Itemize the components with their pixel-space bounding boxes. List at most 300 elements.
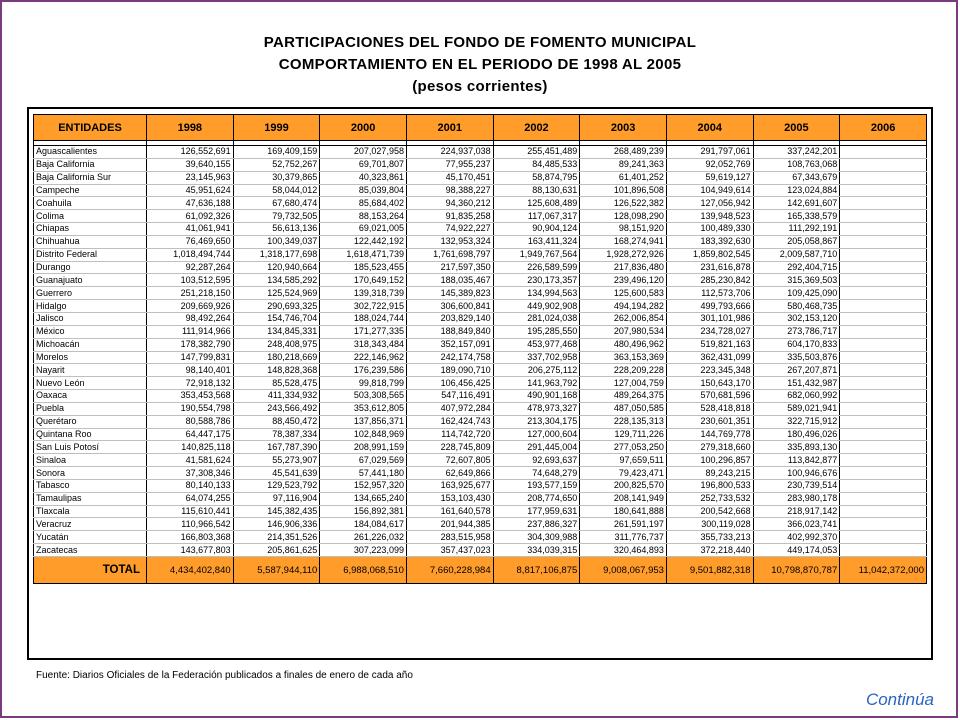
- value-cell: 283,515,958: [406, 531, 493, 544]
- table-row: [34, 377, 927, 390]
- value-cell: 224,937,038: [406, 146, 493, 159]
- value-cell: 147,799,831: [147, 351, 234, 364]
- table-row: [34, 364, 927, 377]
- value-cell: 200,825,570: [580, 479, 667, 492]
- value-cell: 311,776,737: [580, 531, 667, 544]
- entity-name-cell: Distrito Federal: [34, 248, 147, 261]
- value-cell: 208,991,159: [320, 441, 407, 454]
- value-cell: 291,445,004: [493, 441, 580, 454]
- value-cell: 217,597,350: [406, 261, 493, 274]
- value-cell: 480,496,962: [580, 338, 667, 351]
- value-cell: 169,409,159: [233, 146, 320, 159]
- value-cell: 80,588,786: [147, 415, 234, 428]
- value-cell: 145,382,435: [233, 505, 320, 518]
- value-cell: 1,928,272,926: [580, 248, 667, 261]
- value-cell: 252,733,532: [666, 492, 753, 505]
- value-cell: 218,917,142: [753, 505, 840, 518]
- table-row: [34, 492, 927, 505]
- value-cell: 217,836,480: [580, 261, 667, 274]
- value-cell: [840, 428, 927, 441]
- value-cell: 2,009,587,710: [753, 248, 840, 261]
- value-cell: 161,640,578: [406, 505, 493, 518]
- table-row: [34, 415, 927, 428]
- value-cell: 84,485,533: [493, 158, 580, 171]
- value-cell: 134,585,292: [233, 274, 320, 287]
- value-cell: 261,591,197: [580, 518, 667, 531]
- value-cell: 604,170,833: [753, 338, 840, 351]
- value-cell: 76,469,650: [147, 235, 234, 248]
- value-cell: 208,141,949: [580, 492, 667, 505]
- table-row: [34, 312, 927, 325]
- value-cell: 228,135,313: [580, 415, 667, 428]
- value-cell: 277,053,250: [580, 441, 667, 454]
- value-cell: [840, 312, 927, 325]
- value-cell: 146,906,336: [233, 518, 320, 531]
- table-row: [34, 325, 927, 338]
- entity-name-cell: Nuevo León: [34, 377, 147, 390]
- page-title: [0, 32, 960, 98]
- value-cell: 72,607,805: [406, 454, 493, 467]
- value-cell: [840, 402, 927, 415]
- value-cell: 41,061,941: [147, 223, 234, 236]
- value-cell: 167,787,390: [233, 441, 320, 454]
- value-cell: 122,442,192: [320, 235, 407, 248]
- value-cell: 231,616,878: [666, 261, 753, 274]
- value-cell: 372,218,440: [666, 544, 753, 557]
- table-row: [34, 184, 927, 197]
- source-note: Fuente: Diarios Oficiales de la Federación publicados a finales de enero de cada año: [36, 670, 413, 681]
- value-cell: 239,496,120: [580, 274, 667, 287]
- column-header-2001: 2001: [406, 115, 493, 141]
- entity-name-cell: Morelos: [34, 351, 147, 364]
- value-cell: 190,554,798: [147, 402, 234, 415]
- value-cell: 56,613,136: [233, 223, 320, 236]
- table-row: [34, 261, 927, 274]
- column-header-entidades: ENTIDADES: [34, 115, 147, 141]
- value-cell: 189,090,710: [406, 364, 493, 377]
- value-cell: 166,803,368: [147, 531, 234, 544]
- value-cell: 411,334,932: [233, 390, 320, 403]
- value-cell: 40,323,861: [320, 171, 407, 184]
- value-cell: 547,116,491: [406, 390, 493, 403]
- value-cell: 141,963,792: [493, 377, 580, 390]
- value-cell: 334,039,315: [493, 544, 580, 557]
- value-cell: 125,524,969: [233, 287, 320, 300]
- table-row: [34, 274, 927, 287]
- value-cell: 137,856,371: [320, 415, 407, 428]
- table-row: [34, 454, 927, 467]
- value-cell: 207,027,958: [320, 146, 407, 159]
- value-cell: [840, 146, 927, 159]
- value-cell: 228,209,228: [580, 364, 667, 377]
- value-cell: 47,636,188: [147, 197, 234, 210]
- value-cell: 188,024,744: [320, 312, 407, 325]
- value-cell: 682,060,992: [753, 390, 840, 403]
- value-cell: 125,600,583: [580, 287, 667, 300]
- value-cell: [840, 364, 927, 377]
- column-header-2000: 2000: [320, 115, 407, 141]
- table-row: [34, 171, 927, 184]
- table-row: [34, 300, 927, 313]
- value-cell: [840, 197, 927, 210]
- value-cell: 589,021,941: [753, 402, 840, 415]
- value-cell: 90,904,124: [493, 223, 580, 236]
- value-cell: 154,746,704: [233, 312, 320, 325]
- value-cell: 98,140,401: [147, 364, 234, 377]
- value-cell: 61,401,252: [580, 171, 667, 184]
- value-cell: 302,153,120: [753, 312, 840, 325]
- value-cell: 163,411,324: [493, 235, 580, 248]
- table-row: [34, 441, 927, 454]
- value-cell: [840, 261, 927, 274]
- value-cell: 67,680,474: [233, 197, 320, 210]
- value-cell: 39,640,155: [147, 158, 234, 171]
- value-cell: 57,441,180: [320, 467, 407, 480]
- total-value-cell: 10,798,870,787: [753, 557, 840, 584]
- value-cell: 234,728,027: [666, 325, 753, 338]
- table-row: [34, 518, 927, 531]
- value-cell: 200,542,668: [666, 505, 753, 518]
- value-cell: 100,489,330: [666, 223, 753, 236]
- value-cell: 490,901,168: [493, 390, 580, 403]
- value-cell: 89,243,215: [666, 467, 753, 480]
- value-cell: 104,949,614: [666, 184, 753, 197]
- entity-name-cell: Veracruz: [34, 518, 147, 531]
- value-cell: [840, 223, 927, 236]
- value-cell: [840, 248, 927, 261]
- value-cell: 322,715,912: [753, 415, 840, 428]
- value-cell: 67,029,569: [320, 454, 407, 467]
- value-cell: 291,797,061: [666, 146, 753, 159]
- total-label: TOTAL: [34, 557, 147, 584]
- value-cell: 134,665,240: [320, 492, 407, 505]
- entity-name-cell: Michoacán: [34, 338, 147, 351]
- value-cell: 125,608,489: [493, 197, 580, 210]
- value-cell: 261,226,032: [320, 531, 407, 544]
- value-cell: 111,914,966: [147, 325, 234, 338]
- value-cell: 180,496,026: [753, 428, 840, 441]
- column-header-1999: 1999: [233, 115, 320, 141]
- value-cell: [840, 544, 927, 557]
- value-cell: 112,573,706: [666, 287, 753, 300]
- value-cell: 195,285,550: [493, 325, 580, 338]
- value-cell: 301,101,986: [666, 312, 753, 325]
- value-cell: 170,649,152: [320, 274, 407, 287]
- value-cell: 61,092,326: [147, 210, 234, 223]
- value-cell: 528,418,818: [666, 402, 753, 415]
- value-cell: 222,146,962: [320, 351, 407, 364]
- value-cell: 243,566,492: [233, 402, 320, 415]
- column-header-2005: 2005: [753, 115, 840, 141]
- value-cell: 163,925,677: [406, 479, 493, 492]
- value-cell: 300,119,028: [666, 518, 753, 531]
- value-cell: 139,318,739: [320, 287, 407, 300]
- table-container: [27, 107, 933, 660]
- entity-name-cell: Campeche: [34, 184, 147, 197]
- table-row: [34, 351, 927, 364]
- value-cell: 143,677,803: [147, 544, 234, 557]
- entity-name-cell: Guanajuato: [34, 274, 147, 287]
- value-cell: [840, 287, 927, 300]
- value-cell: 94,360,212: [406, 197, 493, 210]
- value-cell: 111,292,191: [753, 223, 840, 236]
- value-cell: 268,489,239: [580, 146, 667, 159]
- value-cell: 156,892,381: [320, 505, 407, 518]
- table-row: [34, 505, 927, 518]
- value-cell: 180,218,669: [233, 351, 320, 364]
- value-cell: 91,835,258: [406, 210, 493, 223]
- value-cell: 127,000,604: [493, 428, 580, 441]
- table-row: [34, 531, 927, 544]
- column-header-2003: 2003: [580, 115, 667, 141]
- table-row: [34, 467, 927, 480]
- value-cell: 228,745,809: [406, 441, 493, 454]
- value-cell: 519,821,163: [666, 338, 753, 351]
- value-cell: 67,343,679: [753, 171, 840, 184]
- value-cell: 226,589,599: [493, 261, 580, 274]
- value-cell: 129,523,792: [233, 479, 320, 492]
- value-cell: 109,425,090: [753, 287, 840, 300]
- value-cell: 302,722,915: [320, 300, 407, 313]
- value-cell: 41,581,624: [147, 454, 234, 467]
- value-cell: 123,024,884: [753, 184, 840, 197]
- table-row: [34, 146, 927, 159]
- value-cell: 97,116,904: [233, 492, 320, 505]
- value-cell: 449,174,053: [753, 544, 840, 557]
- value-cell: 45,951,624: [147, 184, 234, 197]
- value-cell: 100,946,676: [753, 467, 840, 480]
- value-cell: 74,922,227: [406, 223, 493, 236]
- value-cell: 108,763,068: [753, 158, 840, 171]
- value-cell: [840, 531, 927, 544]
- value-cell: 230,739,514: [753, 479, 840, 492]
- value-cell: [840, 210, 927, 223]
- value-cell: 213,304,175: [493, 415, 580, 428]
- entity-name-cell: Oaxaca: [34, 390, 147, 403]
- value-cell: 223,345,348: [666, 364, 753, 377]
- value-cell: 100,349,037: [233, 235, 320, 248]
- value-cell: 230,601,351: [666, 415, 753, 428]
- value-cell: 366,023,741: [753, 518, 840, 531]
- value-cell: 88,450,472: [233, 415, 320, 428]
- continua-link[interactable]: Continúa: [865, 690, 934, 709]
- column-header-1998: 1998: [147, 115, 234, 141]
- value-cell: 279,318,660: [666, 441, 753, 454]
- value-cell: 64,447,175: [147, 428, 234, 441]
- value-cell: 503,308,565: [320, 390, 407, 403]
- total-value-cell: 4,434,402,840: [147, 557, 234, 584]
- value-cell: 134,994,563: [493, 287, 580, 300]
- entity-name-cell: Aguascalientes: [34, 146, 147, 159]
- value-cell: 99,818,799: [320, 377, 407, 390]
- value-cell: 126,522,382: [580, 197, 667, 210]
- value-cell: 570,681,596: [666, 390, 753, 403]
- value-cell: 127,056,942: [666, 197, 753, 210]
- value-cell: 62,649,866: [406, 467, 493, 480]
- value-cell: [840, 505, 927, 518]
- value-cell: 1,949,767,564: [493, 248, 580, 261]
- value-cell: 74,648,279: [493, 467, 580, 480]
- entity-name-cell: Nayarit: [34, 364, 147, 377]
- value-cell: 45,170,451: [406, 171, 493, 184]
- value-cell: [840, 351, 927, 364]
- value-cell: 304,309,988: [493, 531, 580, 544]
- table-row: [34, 338, 927, 351]
- value-cell: 267,207,871: [753, 364, 840, 377]
- value-cell: 180,641,888: [580, 505, 667, 518]
- value-cell: 92,287,264: [147, 261, 234, 274]
- value-cell: 101,896,508: [580, 184, 667, 197]
- value-cell: 171,277,335: [320, 325, 407, 338]
- value-cell: 126,552,691: [147, 146, 234, 159]
- value-cell: 201,944,385: [406, 518, 493, 531]
- table-row: [34, 390, 927, 403]
- value-cell: 79,732,505: [233, 210, 320, 223]
- value-cell: 88,153,264: [320, 210, 407, 223]
- value-cell: 115,610,441: [147, 505, 234, 518]
- value-cell: 292,404,715: [753, 261, 840, 274]
- entity-name-cell: Coahuila: [34, 197, 147, 210]
- value-cell: 139,948,523: [666, 210, 753, 223]
- value-cell: 79,423,471: [580, 467, 667, 480]
- value-cell: 128,098,290: [580, 210, 667, 223]
- value-cell: [840, 441, 927, 454]
- value-cell: 407,972,284: [406, 402, 493, 415]
- entity-name-cell: Chiapas: [34, 223, 147, 236]
- value-cell: 77,955,237: [406, 158, 493, 171]
- value-cell: 1,318,177,698: [233, 248, 320, 261]
- table-row: [34, 197, 927, 210]
- value-cell: [840, 467, 927, 480]
- value-cell: 206,275,112: [493, 364, 580, 377]
- value-cell: 402,992,370: [753, 531, 840, 544]
- value-cell: 251,218,150: [147, 287, 234, 300]
- entity-name-cell: Sinaloa: [34, 454, 147, 467]
- value-cell: 188,849,840: [406, 325, 493, 338]
- value-cell: 193,577,159: [493, 479, 580, 492]
- value-cell: 315,369,503: [753, 274, 840, 287]
- total-value-cell: 11,042,372,000: [840, 557, 927, 584]
- value-cell: 242,174,758: [406, 351, 493, 364]
- value-cell: 110,966,542: [147, 518, 234, 531]
- value-cell: 69,701,807: [320, 158, 407, 171]
- value-cell: [840, 171, 927, 184]
- entity-name-cell: San Luis Potosí: [34, 441, 147, 454]
- value-cell: 113,842,877: [753, 454, 840, 467]
- value-cell: 478,973,327: [493, 402, 580, 415]
- value-cell: 132,953,324: [406, 235, 493, 248]
- value-cell: 100,296,857: [666, 454, 753, 467]
- entity-name-cell: Yucatán: [34, 531, 147, 544]
- value-cell: 205,861,625: [233, 544, 320, 557]
- value-cell: 357,437,023: [406, 544, 493, 557]
- value-cell: 80,140,133: [147, 479, 234, 492]
- value-cell: 176,239,586: [320, 364, 407, 377]
- value-cell: 262,006,854: [580, 312, 667, 325]
- value-cell: 45,541,639: [233, 467, 320, 480]
- value-cell: 453,977,468: [493, 338, 580, 351]
- value-cell: 58,044,012: [233, 184, 320, 197]
- value-cell: 102,848,969: [320, 428, 407, 441]
- value-cell: 85,528,475: [233, 377, 320, 390]
- value-cell: 37,308,346: [147, 467, 234, 480]
- column-header-2006: 2006: [840, 115, 927, 141]
- table-row: [34, 235, 927, 248]
- title-line-1: PARTICIPACIONES DEL FONDO DE FOMENTO MUNICIPAL: [263, 34, 697, 51]
- entity-name-cell: Baja California: [34, 158, 147, 171]
- value-cell: 1,018,494,744: [147, 248, 234, 261]
- value-cell: 208,774,650: [493, 492, 580, 505]
- value-cell: 1,761,698,797: [406, 248, 493, 261]
- value-cell: 103,512,595: [147, 274, 234, 287]
- value-cell: 140,825,118: [147, 441, 234, 454]
- value-cell: 255,451,489: [493, 146, 580, 159]
- table-row: [34, 544, 927, 557]
- entity-name-cell: Hidalgo: [34, 300, 147, 313]
- value-cell: [840, 415, 927, 428]
- value-cell: 98,492,264: [147, 312, 234, 325]
- value-cell: [840, 184, 927, 197]
- title-line-2: COMPORTAMIENTO EN EL PERIODO DE 1998 AL 2005: [278, 56, 682, 73]
- value-cell: 98,151,920: [580, 223, 667, 236]
- value-cell: 188,035,467: [406, 274, 493, 287]
- value-cell: 148,828,368: [233, 364, 320, 377]
- value-cell: 134,845,331: [233, 325, 320, 338]
- value-cell: 489,264,375: [580, 390, 667, 403]
- value-cell: 185,523,455: [320, 261, 407, 274]
- table-row: [34, 479, 927, 492]
- total-value-cell: 7,660,228,984: [406, 557, 493, 584]
- total-value-cell: 6,988,068,510: [320, 557, 407, 584]
- value-cell: 162,424,743: [406, 415, 493, 428]
- value-cell: 92,052,769: [666, 158, 753, 171]
- value-cell: 145,389,823: [406, 287, 493, 300]
- value-cell: 89,241,363: [580, 158, 667, 171]
- table-header-row: [34, 115, 927, 141]
- total-value-cell: 9,008,067,953: [580, 557, 667, 584]
- value-cell: 129,711,226: [580, 428, 667, 441]
- value-cell: 306,600,841: [406, 300, 493, 313]
- value-cell: 153,103,430: [406, 492, 493, 505]
- value-cell: 580,468,735: [753, 300, 840, 313]
- value-cell: 52,752,267: [233, 158, 320, 171]
- value-cell: 59,619,127: [666, 171, 753, 184]
- value-cell: 353,453,568: [147, 390, 234, 403]
- entity-name-cell: Quintana Roo: [34, 428, 147, 441]
- entity-name-cell: Colima: [34, 210, 147, 223]
- value-cell: 307,223,099: [320, 544, 407, 557]
- value-cell: 230,173,357: [493, 274, 580, 287]
- value-cell: [840, 338, 927, 351]
- value-cell: 285,230,842: [666, 274, 753, 287]
- value-cell: 168,274,941: [580, 235, 667, 248]
- value-cell: 320,464,893: [580, 544, 667, 557]
- value-cell: 85,039,804: [320, 184, 407, 197]
- value-cell: 178,382,790: [147, 338, 234, 351]
- value-cell: 151,432,987: [753, 377, 840, 390]
- value-cell: 150,643,170: [666, 377, 753, 390]
- value-cell: 152,957,320: [320, 479, 407, 492]
- total-value-cell: 9,501,882,318: [666, 557, 753, 584]
- table-row: [34, 158, 927, 171]
- value-cell: 144,769,778: [666, 428, 753, 441]
- value-cell: 120,940,664: [233, 261, 320, 274]
- value-cell: 165,338,579: [753, 210, 840, 223]
- value-cell: 335,503,876: [753, 351, 840, 364]
- value-cell: [840, 325, 927, 338]
- entity-name-cell: Tlaxcala: [34, 505, 147, 518]
- value-cell: 352,157,091: [406, 338, 493, 351]
